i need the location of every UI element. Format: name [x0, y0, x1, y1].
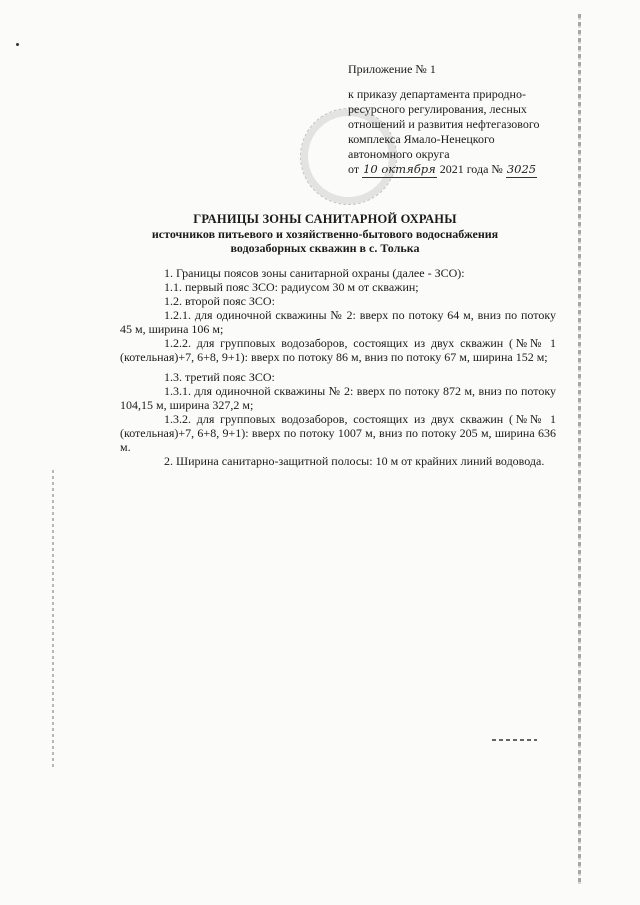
paragraph-1: 1. Границы поясов зоны санитарной охраны (далее - ЗСО):	[164, 266, 465, 280]
handwritten-date: 10 октября	[363, 162, 436, 176]
title-main: ГРАНИЦЫ ЗОНЫ САНИТАРНОЙ ОХРАНЫ	[193, 212, 457, 226]
appendix-number: Приложение № 1	[348, 62, 436, 76]
title-subtitle: водозаборных скважин в с. Толька	[230, 241, 420, 255]
handwritten-order-number: 3025	[506, 162, 537, 176]
paragraph-1-1: 1.1. первый пояс ЗСО: радиусом 30 м от скважин;	[164, 280, 419, 294]
date-prefix: от	[348, 162, 360, 176]
paragraph-1-3-2: 1.3.2. для групповых водозаборов, состоящих из двух скважин (№№ 1 (котельная)+7, 6+8, 9+1): вверх по потоку 1007 м, вниз по потоку 205 м, ширина 636 м.	[120, 412, 556, 454]
order-date-line	[348, 162, 568, 178]
appendix-line: к приказу департамента природно-	[348, 87, 526, 101]
paragraph-1-3-1: 1.3.1. для одиночной скважины № 2: вверх по потоку 872 м, вниз по потоку 104,15 м, ширина 327,2 м;	[120, 384, 556, 412]
appendix-line: автономного округа	[348, 147, 450, 161]
paragraph-1-2-1: 1.2.1. для одиночной скважины № 2: вверх по потоку 64 м, вниз по потоку 45 м, ширина 106 м;	[120, 308, 556, 336]
scan-edge-right	[578, 14, 581, 884]
scan-speck	[16, 43, 19, 46]
appendix-line: отношений и развития нефтегазового	[348, 117, 540, 131]
paragraph-1-2-2: 1.2.2. для групповых водозаборов, состоящих из двух скважин (№№ 1 (котельная)+7, 6+8, 9+1): вверх по потоку 86 м, вниз по потоку 67 м, ширина 152 м;	[120, 336, 556, 364]
date-suffix: 2021 года №	[439, 162, 503, 176]
scan-dash	[492, 739, 537, 741]
document-title	[100, 212, 550, 255]
appendix-header	[348, 62, 568, 178]
paragraph-1-2: 1.2. второй пояс ЗСО:	[164, 294, 275, 308]
scan-edge-left	[52, 470, 54, 770]
title-subtitle: источников питьевого и хозяйственно-бытового водоснабжения	[151, 227, 499, 241]
paragraph-1-3: 1.3. третий пояс ЗСО:	[164, 370, 275, 384]
appendix-line: ресурсного регулирования, лесных	[348, 102, 527, 116]
paragraph-2: 2. Ширина санитарно-защитной полосы: 10 м от крайних линий водовода.	[164, 454, 545, 468]
document-body	[120, 266, 556, 468]
appendix-line: комплекса Ямало-Ненецкого	[348, 132, 495, 146]
